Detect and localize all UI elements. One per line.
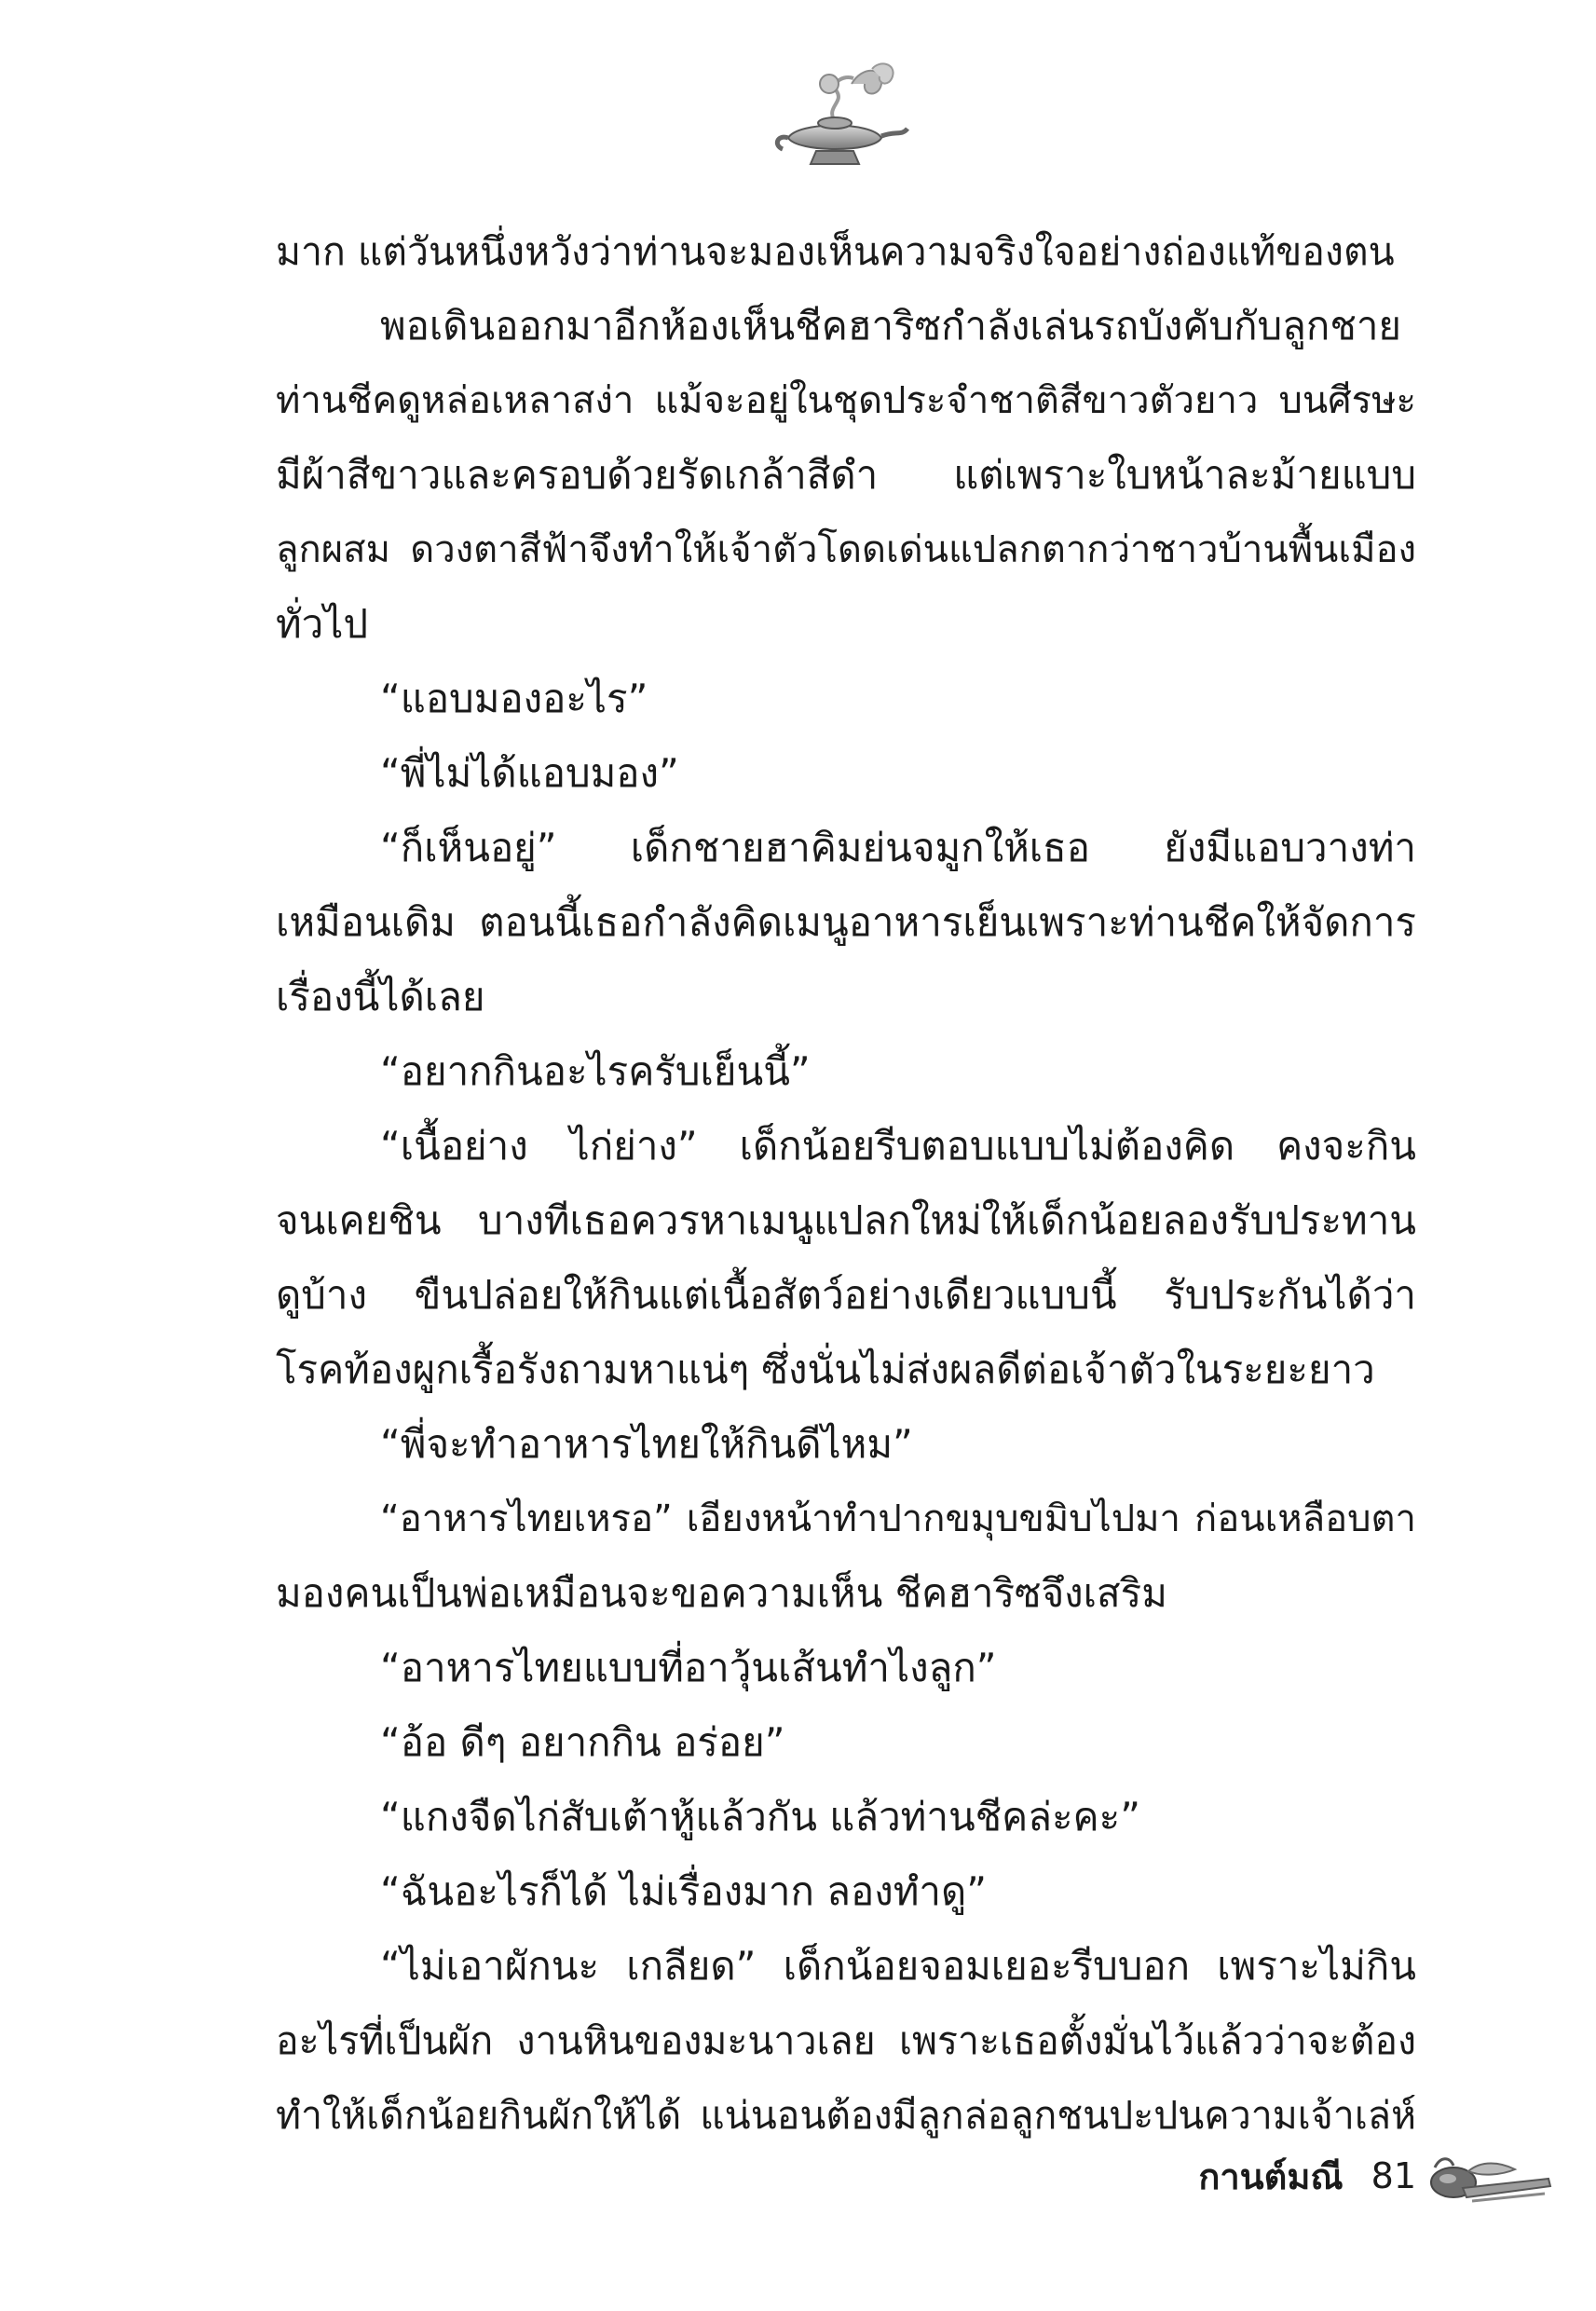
text-line: “อาหารไทยเหรอ” เอียงหน้าทำปากขมุบขมิบไปมา ก่อนเหลือบตา — [380, 1497, 1416, 1540]
text-line: มีผ้าสีขาวและครอบด้วยรัดเกล้าสีดำ แต่เพราะใบหน้าละม้ายแบบ — [276, 452, 1416, 498]
text-line: “ฉันอะไรก็ได้ ไม่เรื่องมาก ลองทำดู” — [380, 1868, 987, 1914]
text-line: “อยากกินอะไรครับเย็นนี้” — [380, 1048, 811, 1094]
body-text — [276, 214, 1416, 2153]
text-line: “พี่ไม่ได้แอบมอง” — [380, 750, 679, 796]
text-line: “อ้อ ดีๆ อยากกิน อร่อย” — [380, 1719, 785, 1765]
text-line: ท่านชีคดูหล่อเหลาสง่า แม้จะอยู่ในชุดประจำชาติสีขาวตัวยาว บนศีรษะ — [276, 379, 1416, 422]
vegetables-icon — [1425, 2151, 1556, 2207]
book-title: กานต์มณี — [1198, 2155, 1344, 2197]
text-line: “ไม่เอาผักนะ เกลียด” เด็กน้อยจอมเยอะรีบบอก เพราะไม่กิน — [380, 1943, 1416, 1989]
text-line: โรคท้องผูกเรื้อรังถามหาแน่ๆ ซึ่งนั่นไม่ส่งผลดีต่อเจ้าตัวในระยะยาว — [276, 1347, 1375, 1392]
genie-lamp-icon — [770, 56, 909, 172]
text-line: “แกงจืดไก่สับเต้าหู้แล้วกัน แล้วท่านชีคล่ะคะ” — [380, 1794, 1140, 1839]
text-line: ทั่วไป — [276, 601, 369, 647]
text-line: เรื่องนี้ได้เลย — [276, 974, 485, 1019]
text-line: มองคนเป็นพ่อเหมือนจะขอความเห็น ชีคฮาริซจึงเสริม — [276, 1570, 1167, 1616]
text-line: “เนื้อย่าง ไก่ย่าง” เด็กน้อยรีบตอบแบบไม่ต้องคิด คงจะกิน — [380, 1123, 1416, 1169]
text-line: จนเคยชิน บางทีเธอควรหาเมนูแปลกใหม่ให้เด็กน้อยลองรับประทาน — [276, 1197, 1416, 1243]
page-footer — [1044, 2148, 1416, 2204]
text-line: “แอบมองอะไร” — [380, 676, 648, 721]
text-line: พอเดินออกมาอีกห้องเห็นชีคฮาริซกำลังเล่นรถบังคับกับลูกชาย — [380, 303, 1402, 349]
text-line: เหมือนเดิม ตอนนี้เธอกำลังคิดเมนูอาหารเย็นเพราะท่านชีคให้จัดการ — [276, 899, 1416, 945]
text-line: อะไรที่เป็นผัก งานหินของมะนาวเลย เพราะเธอตั้งมั่นไว้แล้วว่าจะต้อง — [276, 2018, 1416, 2063]
text-line: ลูกผสม ดวงตาสีฟ้าจึงทำให้เจ้าตัวโดดเด่นแปลกตากว่าชาวบ้านพื้นเมือง — [276, 528, 1416, 571]
text-line: “พี่จะทำอาหารไทยให้กินดีไหม” — [380, 1421, 913, 1467]
text-line: ทำให้เด็กน้อยกินผักให้ได้ แน่นอนต้องมีลูกล่อลูกชนปะปนความเจ้าเล่ห์ — [276, 2093, 1416, 2138]
page-number: 81 — [1371, 2155, 1416, 2196]
text-line: “อาหารไทยแบบที่อาวุ้นเส้นทำไงลูก” — [380, 1645, 997, 1690]
text-line: “ก็เห็นอยู่” เด็กชายฮาคิมย่นจมูกให้เธอ ยังมีแอบวางท่า — [380, 825, 1416, 870]
text-line: ดูบ้าง ขืนปล่อยให้กินแต่เนื้อสัตว์อย่างเดียวแบบนี้ รับประกันได้ว่า — [276, 1272, 1416, 1318]
text-line: มาก แต่วันหนึ่งหวังว่าท่านจะมองเห็นความจริงใจอย่างถ่องแท้ของตน — [276, 229, 1395, 274]
